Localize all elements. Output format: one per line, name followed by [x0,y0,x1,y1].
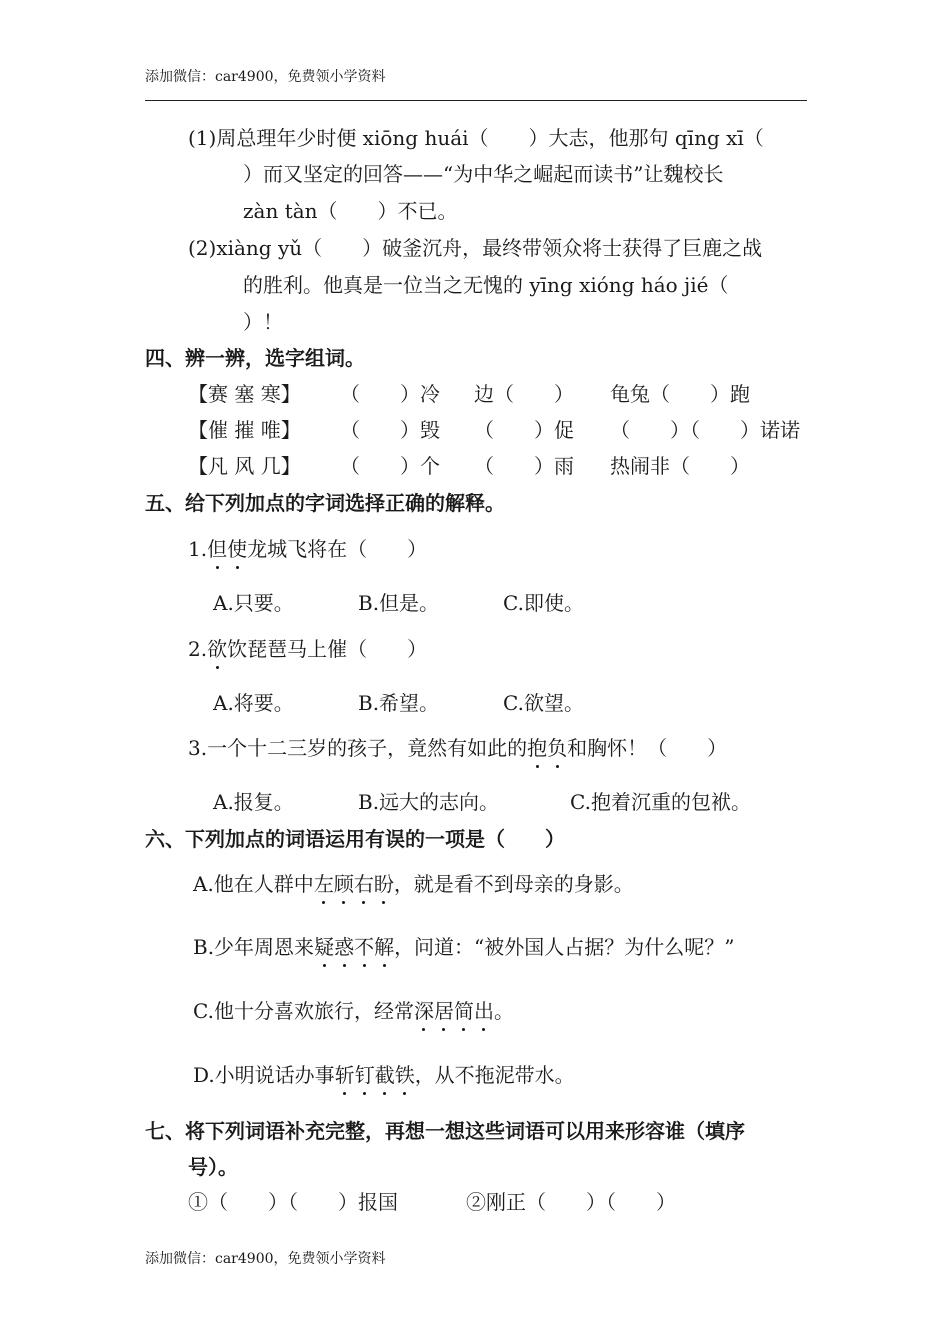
s5-q2-num: 2. [188,637,208,661]
s6-d-rest: ，从不拖泥带水。 [414,1063,575,1087]
emphasis-char: 深 [413,999,434,1023]
s5-q3-option-c: C.抱着沉重的包袱。 [570,790,751,814]
section-6-title: 六、下列加点的词语运用有误的一项是（ ） [145,827,565,851]
s7-items [188,1189,676,1215]
s5-q3-option-b: B.远大的志向。 [358,790,500,814]
s4-row-2-c: （ ）（ ）诺诺 [610,418,800,442]
s6-d-pre: D.小明说话办事 [193,1063,335,1087]
section-7-title-line-1: 七、将下列词语补充完整，再想一想这些词语可以用来形容谁（填序 [145,1119,745,1143]
s4-row-2-group: 【催 摧 唯】 [188,418,301,442]
s7-item-1: ①（ ）（ ）报国 [188,1190,398,1214]
s5-q2-option-a: A.将要。 [213,691,294,715]
emphasis-char: 欲 [207,637,228,661]
emphasis-char: 简 [453,999,474,1023]
emphasis-char: 斩 [334,1063,355,1087]
s5-q3-options [213,789,751,815]
s6-option-b [193,934,735,960]
emphasis-char: 左 [313,872,334,896]
emphasis-char: 顾 [333,872,354,896]
s6-c-rest: 。 [493,999,514,1023]
emphasis-char: 钉 [354,1063,375,1087]
s5-q2-dotted [207,637,227,661]
emphasis-char: 铁 [394,1063,415,1087]
header-divider [145,100,807,101]
s4-row-2-b: （ ）促 [474,418,574,442]
s5-q3-rest: 和胸怀！（ ） [567,736,728,760]
s6-a-rest: ，就是看不到母亲的身影。 [393,872,634,896]
s6-c-pre: C.他十分喜欢旅行，经常 [193,999,414,1023]
q3-line-5: 的胜利。他真是一位当之无愧的 yīng xióng háo jié（ [243,273,729,297]
s5-q1-dotted [207,537,247,561]
s4-row-3 [188,453,750,479]
s5-q1-option-c: C.即使。 [503,591,584,615]
s4-row-3-a: （ ）个 [340,454,440,478]
s4-row-3-group: 【凡 风 几】 [188,454,301,478]
s6-b-rest: ，问道：“被外国人占据？为什么呢？” [394,935,735,959]
section-7-title-line-2: 号）。 [188,1155,238,1179]
q3-line-1: (1)周总理年少时便 xiōng huái（ ）大志，他那句 qīng xī（ [188,126,764,150]
s4-row-1-group: 【赛 塞 寒】 [188,382,301,406]
emphasis-char: 不 [354,935,375,959]
emphasis-char: 但 [207,537,228,561]
s5-q3-option-a: A.报复。 [213,790,294,814]
s4-row-2 [188,417,800,443]
s4-row-1-c: 龟兔（ ）跑 [610,382,750,406]
s5-q1-num: 1. [188,537,208,561]
s6-option-d [193,1062,575,1088]
s6-option-c [193,998,514,1024]
s6-c-dotted [414,999,494,1023]
page-header: 添加微信：car4900，免费领小学资料 [145,69,386,85]
emphasis-char: 盼 [373,872,394,896]
s5-q2-rest: 饮琵琶马上催（ ） [227,637,428,661]
s6-option-a [193,871,634,897]
emphasis-char: 解 [374,935,395,959]
s5-q1-option-b: B.但是。 [358,591,440,615]
page-footer: 添加微信：car4900，免费领小学资料 [145,1251,386,1267]
s5-q3-dotted [527,736,567,760]
emphasis-char: 疑 [314,935,335,959]
s5-q1-options [213,590,584,616]
section-5-title: 五、给下列加点的字词选择正确的解释。 [145,491,505,515]
emphasis-char: 抱 [527,736,548,760]
s5-q3-pre: 3.一个十二三岁的孩子，竟然有如此的 [188,736,528,760]
emphasis-char: 居 [433,999,454,1023]
s4-row-1-b: 边（ ） [474,382,574,406]
s4-row-1 [188,381,750,407]
emphasis-char: 截 [374,1063,395,1087]
q3-line-2: ）而又坚定的回答——“为中华之崛起而读书”让魏校长 [243,162,724,186]
q3-line-3: zàn tàn（ ）不已。 [243,199,458,223]
emphasis-char: 右 [353,872,374,896]
s6-b-dotted [314,935,394,959]
emphasis-char: 出 [473,999,494,1023]
s6-d-dotted [335,1063,415,1087]
s5-q1 [188,536,427,562]
s6-b-pre: B.少年周恩来 [193,935,315,959]
s5-q1-rest: 龙城飞将在（ ） [247,537,428,561]
s4-row-1-a: （ ）冷 [340,382,440,406]
emphasis-char: 惑 [334,935,355,959]
s5-q2-options [213,690,584,716]
s5-q2-option-c: C.欲望。 [503,691,584,715]
s4-row-3-b: （ ）雨 [474,454,574,478]
s5-q1-option-a: A.只要。 [213,591,294,615]
s6-a-dotted [314,872,394,896]
q3-line-6: ）！ [243,310,283,334]
s5-q2 [188,636,427,662]
s5-q3 [188,735,727,761]
emphasis-char: 负 [547,736,568,760]
emphasis-char: 使 [227,537,248,561]
s5-q2-option-b: B.希望。 [358,691,440,715]
s4-row-3-c: 热闹非（ ） [610,454,750,478]
s4-row-2-a: （ ）毁 [340,418,440,442]
q3-line-4: (2)xiàng yǔ（ ）破釜沉舟，最终带领众将士获得了巨鹿之战 [188,236,763,260]
s6-a-pre: A.他在人群中 [193,872,314,896]
section-4-title: 四、辨一辨，选字组词。 [145,346,365,370]
s7-item-2: ②刚正（ ）（ ） [466,1190,676,1214]
